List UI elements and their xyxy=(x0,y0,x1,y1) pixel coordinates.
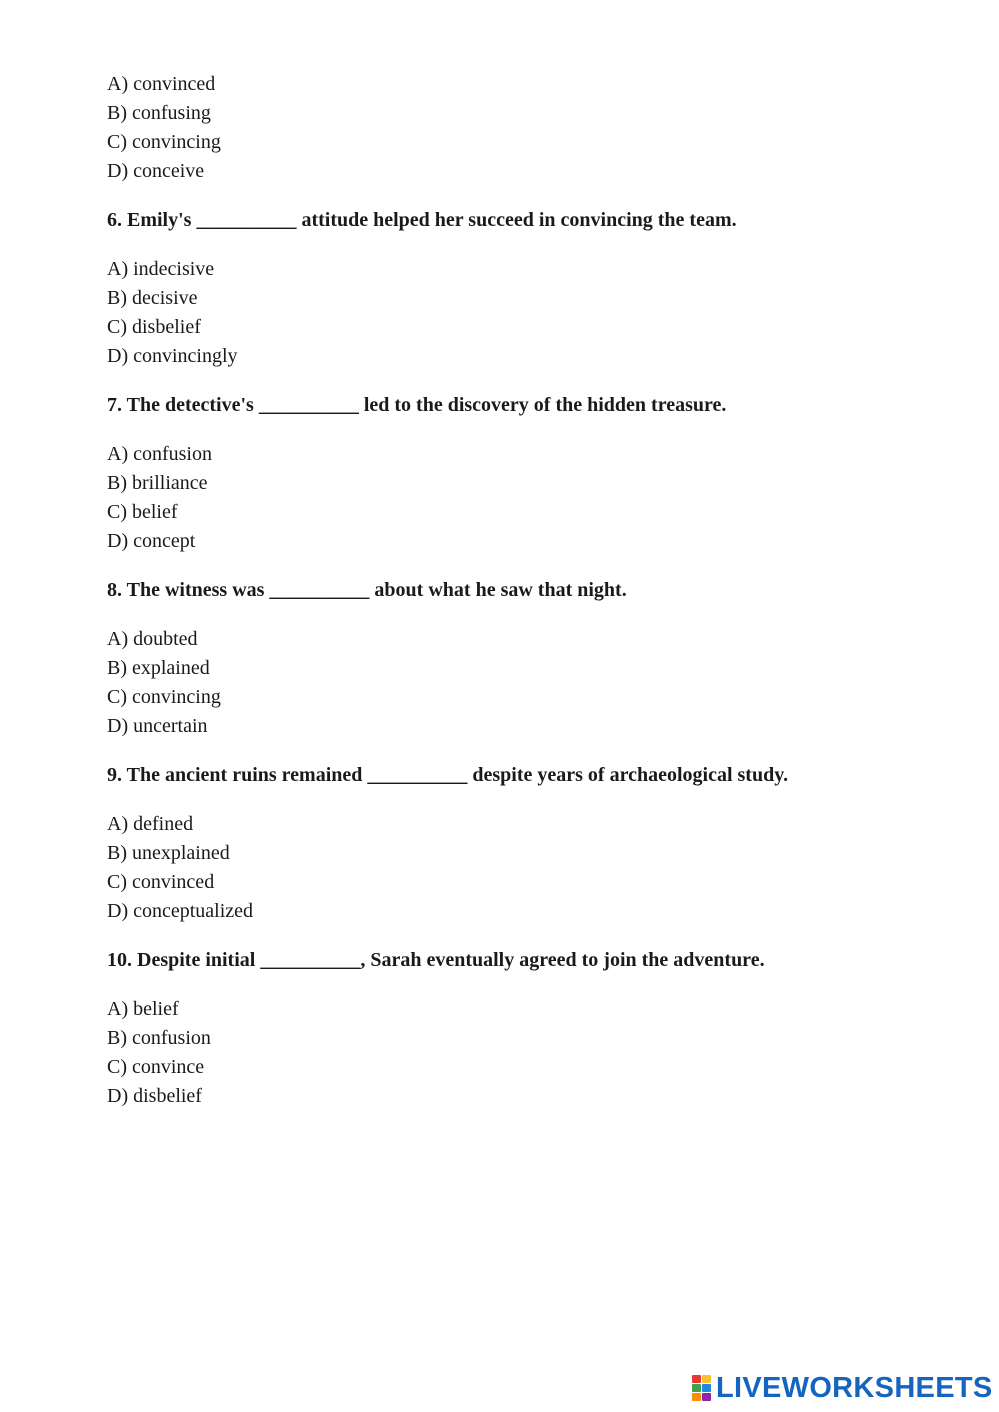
option-a: A) convinced xyxy=(107,73,216,95)
question-text: 10. Despite initial __________, Sarah eventually agreed to join the adventure. xyxy=(107,949,765,971)
option-a: A) confusion xyxy=(107,443,212,465)
liveworksheets-logo[interactable] xyxy=(692,1370,993,1406)
option-a: A) belief xyxy=(107,998,179,1020)
option-b: B) decisive xyxy=(107,287,198,309)
question-8 xyxy=(107,576,967,741)
option-d: D) convincingly xyxy=(107,345,238,367)
option-c: C) disbelief xyxy=(107,316,201,338)
question-9 xyxy=(107,761,967,926)
option-c: C) convince xyxy=(107,1056,205,1078)
logo-text: LIVEWORKSHEETS xyxy=(716,1372,993,1404)
option-b: B) confusion xyxy=(107,1027,211,1049)
question-6 xyxy=(107,206,967,371)
worksheet-page xyxy=(107,70,967,1111)
option-a: A) indecisive xyxy=(107,258,215,280)
option-d: D) conceive xyxy=(107,160,205,182)
question-text: 7. The detective's __________ led to the discovery of the hidden treasure. xyxy=(107,394,727,416)
option-b: B) explained xyxy=(107,657,210,679)
option-c: C) convinced xyxy=(107,871,215,893)
question-5-options xyxy=(107,70,967,186)
option-a: A) doubted xyxy=(107,628,198,650)
option-d: D) disbelief xyxy=(107,1085,202,1107)
option-d: D) uncertain xyxy=(107,715,208,737)
option-b: B) confusing xyxy=(107,102,211,124)
question-10 xyxy=(107,946,967,1111)
option-d: D) conceptualized xyxy=(107,900,254,922)
option-b: B) unexplained xyxy=(107,842,230,864)
option-d: D) concept xyxy=(107,530,196,552)
option-c: C) convincing xyxy=(107,686,221,708)
logo-blocks-icon xyxy=(692,1375,712,1401)
question-text: 6. Emily's __________ attitude helped her succeed in convincing the team. xyxy=(107,209,737,231)
option-a: A) defined xyxy=(107,813,194,835)
question-text: 8. The witness was __________ about what he saw that night. xyxy=(107,579,627,601)
option-c: C) belief xyxy=(107,501,178,523)
question-7 xyxy=(107,391,967,556)
option-b: B) brilliance xyxy=(107,472,208,494)
option-c: C) convincing xyxy=(107,131,221,153)
question-text: 9. The ancient ruins remained __________ despite years of archaeological study. xyxy=(107,764,789,786)
